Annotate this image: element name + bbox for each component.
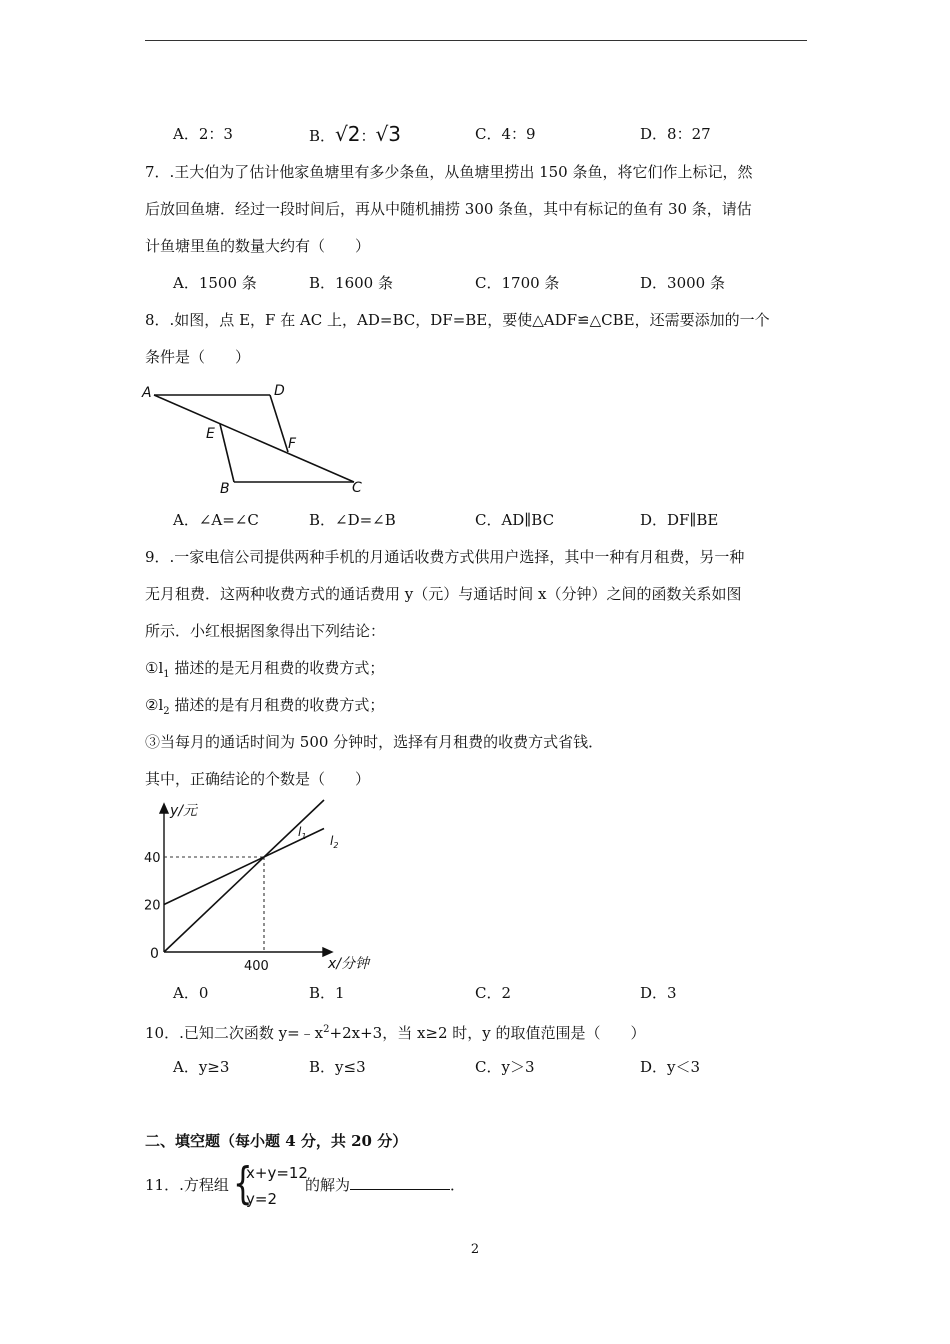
q9-c1-pre: ①l [145, 659, 164, 677]
q8-option-c[interactable]: C．AD∥BC [475, 511, 555, 529]
header-rule [145, 40, 807, 41]
q6-options [145, 124, 807, 144]
q8-line-1: 8．.如图，点 E，F 在 AC 上，AD=BC，DF=BE，要使△ADF≌△CBE，还需要添加的一个 [145, 311, 770, 329]
q9-conclusion-2 [145, 695, 384, 722]
y-tick-label: 40 [144, 851, 161, 866]
q9-options [145, 983, 807, 1003]
q8-option-b[interactable]: B．∠D=∠B [309, 511, 396, 529]
q10-options [145, 1057, 807, 1077]
section-2-title: 二、填空题（每小题 4 分，共 20 分） [145, 1132, 408, 1150]
segment-ac [154, 395, 354, 482]
point-label-f: F [288, 436, 297, 452]
q10-option-c[interactable]: C．y＞3 [475, 1058, 535, 1076]
q7-options [145, 273, 807, 293]
q6-option-c[interactable]: C．4：9 [475, 125, 536, 143]
q10-sup: 2 [323, 1024, 330, 1035]
brace-icon: { [233, 1158, 253, 1209]
q11-suffix-line [305, 1175, 465, 1195]
q9-conclusion-3: ③当每月的通话时间为 500 分钟时，选择有月租费的收费方式省钱． [145, 733, 604, 751]
q8-line-2: 条件是（ ） [145, 348, 251, 366]
sqrt-3: √3 [375, 122, 401, 146]
q9-c1-post: 描述的是无月租费的收费方式； [169, 659, 385, 677]
q10-post: +2x+3，当 x≥2 时，y 的取值范围是（ ） [329, 1024, 646, 1042]
q7-option-d[interactable]: D．3000 条 [640, 274, 725, 292]
q8-option-a[interactable]: A．∠A=∠C [173, 511, 259, 529]
q9-option-c[interactable]: C．2 [475, 984, 512, 1002]
point-label-e: E [206, 426, 215, 442]
series-label-l2: $l_2$ [330, 834, 339, 850]
page-number: 2 [470, 1242, 480, 1257]
x-axis-arrow-icon [323, 948, 332, 956]
x-tick-label: 400 [244, 959, 269, 974]
q7-option-c[interactable]: C．1700 条 [475, 274, 560, 292]
q11-suffix: 的解为 [305, 1176, 351, 1194]
q6-option-b[interactable] [309, 124, 401, 146]
q7-line-2: 后放回鱼塘．经过一段时间后，再从中随机捕捞 300 条鱼，其中有标记的鱼有 30 条，请估 [145, 200, 752, 218]
segment-eb [220, 424, 234, 482]
q7-line-3: 计鱼塘里鱼的数量大约有（ ） [145, 237, 371, 255]
point-label-b: B [220, 481, 230, 497]
series-line-l1 [164, 800, 324, 952]
chart-origin-label: 0 [150, 946, 159, 962]
q11-equation-1: x+y=12 [246, 1164, 308, 1182]
q7-option-a[interactable]: A．1500 条 [173, 274, 257, 292]
sqrt-2: √2 [335, 122, 361, 146]
segment-df [270, 395, 288, 452]
q9-question: 其中，正确结论的个数是（ ） [145, 770, 371, 788]
q11-prefix: 11．.方程组 [145, 1176, 229, 1194]
series-label-l1: $l_1$ [298, 825, 307, 841]
q7-line-1: 7．.王大伯为了估计他家鱼塘里有多少条鱼，从鱼塘里捞出 150 条鱼，将它们作上标记，然 [145, 163, 753, 181]
q9-option-b[interactable]: B．1 [309, 984, 345, 1002]
q9-c2-sub: 2 [163, 706, 170, 717]
q9-option-a[interactable]: A．0 [173, 984, 209, 1002]
q9-option-d[interactable]: D．3 [640, 984, 677, 1002]
y-tick-label: 20 [144, 898, 161, 914]
q11-end: ． [450, 1176, 466, 1194]
chart-x-label: x/分钟 [328, 956, 370, 972]
q11-equation-2: y=2 [246, 1190, 277, 1208]
chart-y-label: y/元 [170, 803, 198, 819]
q11-equation-system [233, 1158, 308, 1210]
series-line-l2 [164, 829, 324, 905]
q8-option-d[interactable]: D．DF∥BE [640, 511, 719, 529]
q11-answer-blank[interactable] [350, 1175, 450, 1190]
y-axis-arrow-icon [160, 804, 168, 813]
point-label-c: C [352, 480, 362, 496]
q10-option-a[interactable]: A．y≥3 [173, 1058, 230, 1076]
q9-line-1: 9．.一家电信公司提供两种手机的月通话收费方式供用户选择，其中一种有月租费，另一种 [145, 548, 745, 566]
q10-pre: 10．.已知二次函数 y=﹣x [145, 1024, 324, 1042]
q9-c1-sub: 1 [163, 669, 170, 680]
q9-c2-post: 描述的是有月租费的收费方式； [169, 696, 385, 714]
q6-option-d[interactable]: D．8：27 [640, 125, 711, 143]
q9-line-3: 所示．小红根据图象得出下列结论： [145, 622, 386, 640]
q6-option-b-sep: ： [360, 127, 376, 145]
q10-line [145, 1020, 646, 1043]
q9-line-2: 无月租费．这两种收费方式的通话费用 y（元）与通话时间 x（分钟）之间的函数关系如图 [145, 585, 742, 603]
q6-option-b-prefix: B． [309, 127, 336, 145]
q9-function-chart [140, 798, 390, 978]
q10-option-d[interactable]: D．y＜3 [640, 1058, 701, 1076]
q8-geometry-figure [138, 378, 378, 500]
q9-conclusion-1 [145, 658, 384, 685]
point-label-a: A [142, 385, 152, 401]
q10-option-b[interactable]: B．y≤3 [309, 1058, 366, 1076]
q9-c2-pre: ②l [145, 696, 164, 714]
q8-options [145, 510, 807, 530]
q6-option-a[interactable]: A．2：3 [173, 125, 233, 143]
point-label-d: D [274, 383, 285, 399]
q7-option-b[interactable]: B．1600 条 [309, 274, 393, 292]
